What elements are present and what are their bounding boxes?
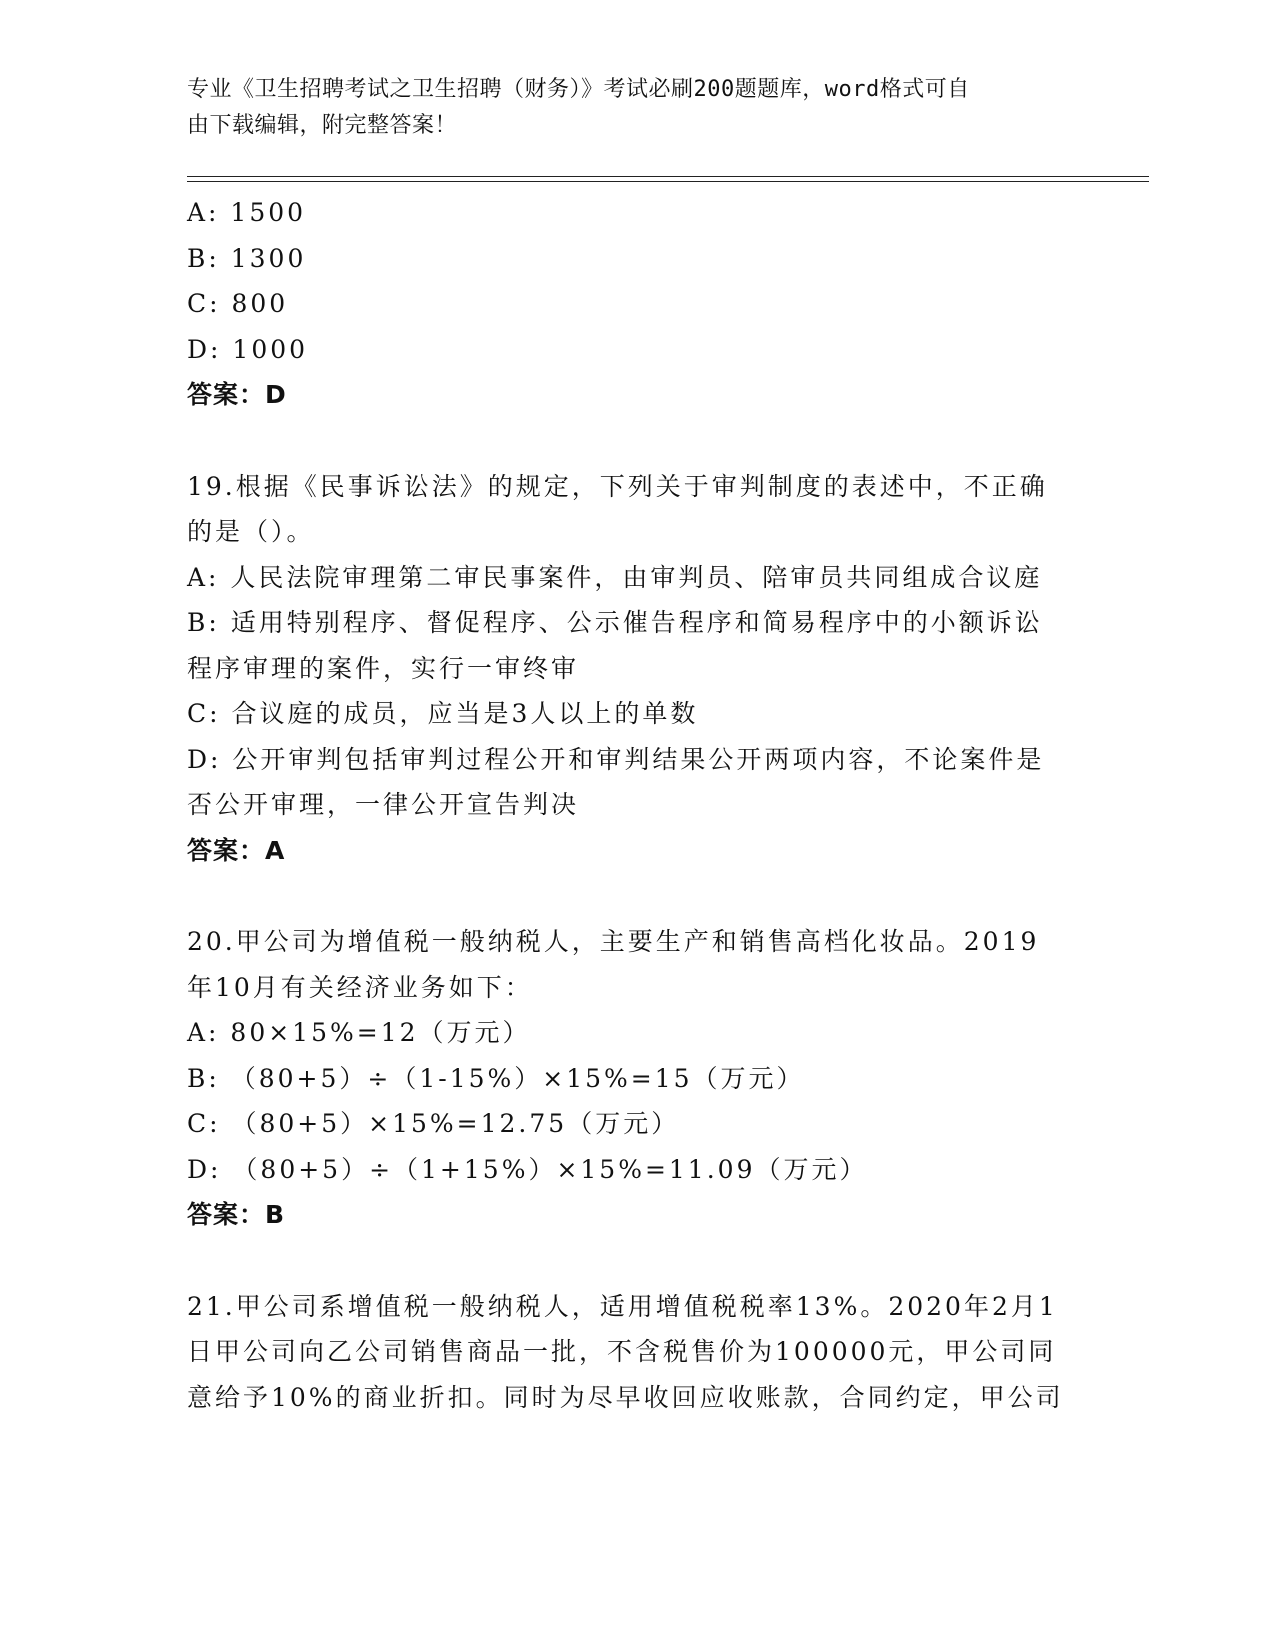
header-line-2: 由下载编辑，附完整答案！	[187, 113, 458, 138]
question-20-block	[187, 919, 1087, 1238]
answer-line: 答案：A	[187, 835, 286, 865]
question-stem-line: 日甲公司向乙公司销售商品一批，不含税售价为100000元，甲公司同	[187, 1337, 1057, 1366]
header-divider-bottom	[187, 181, 1149, 182]
option-d: D: （80+5）÷（1+15%）×15%=11.09（万元）	[187, 1154, 868, 1184]
question-19-block	[187, 464, 1087, 874]
option-c: C: 800	[187, 289, 289, 318]
option-b: B: 适用特别程序、督促程序、公示催告程序和简易程序中的小额诉讼	[187, 608, 1043, 637]
question-list	[187, 190, 1087, 1420]
spacer	[187, 1238, 1087, 1284]
question-stem-line: 21.甲公司系增值税一般纳税人，适用增值税税率13%。2020年2月1	[187, 1291, 1058, 1321]
answer-line: 答案：D	[187, 380, 287, 409]
option-d: D: 1000	[187, 334, 309, 364]
question-stem-line: 20.甲公司为增值税一般纳税人，主要生产和销售高档化妆品。2019	[187, 927, 1040, 956]
option-c: C: （80+5）×15%=12.75（万元）	[187, 1109, 680, 1138]
option-b: B: （80+5）÷（1-15%）×15%=15（万元）	[187, 1063, 805, 1093]
question-18-block	[187, 190, 1087, 418]
option-c: C: 合议庭的成员，应当是3人以上的单数	[187, 699, 699, 728]
spacer	[187, 418, 1087, 464]
question-21-block	[187, 1284, 1087, 1421]
header-divider-top	[187, 176, 1149, 177]
spacer	[187, 873, 1087, 919]
header-line-1: 专业《卫生招聘考试之卫生招聘（财务）》考试必刷200题题库，word格式可自	[187, 77, 970, 102]
option-d: D: 公开审判包括审判过程公开和审判结果公开两项内容，不论案件是	[187, 744, 1045, 774]
question-stem-line: 19.根据《民事诉讼法》的规定，下列关于审判制度的表述中，不正确	[187, 471, 1048, 501]
question-stem-line: 年10月有关经济业务如下：	[187, 972, 533, 1002]
answer-line: 答案：B	[187, 1200, 286, 1229]
option-a: A: 人民法院审理第二审民事案件，由审判员、陪审员共同组成合议庭	[187, 562, 1043, 592]
question-stem-line: 意给予10%的商业折扣。同时为尽早收回应收账款，合同约定，甲公司	[187, 1382, 1064, 1412]
option-b: B: 1300	[187, 243, 307, 273]
option-d-continued: 否公开审理，一律公开宣告判决	[187, 790, 580, 819]
option-b-continued: 程序审理的案件，实行一审终审	[187, 653, 580, 683]
option-a: A: 1500	[187, 198, 307, 227]
question-stem-line: 的是（）。	[187, 517, 315, 546]
option-a: A: 80×15%=12（万元）	[187, 1018, 531, 1047]
document-header	[187, 72, 1067, 144]
